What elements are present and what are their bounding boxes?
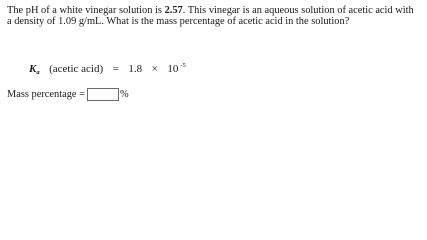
ka-times: ×	[151, 63, 158, 75]
ka-expression	[29, 63, 186, 77]
percent-unit: %	[120, 89, 129, 100]
mass-percentage-label: Mass percentage =	[7, 89, 85, 100]
ka-label: (acetic acid)	[49, 63, 104, 75]
ph-value: 2.57	[164, 5, 183, 16]
question-text-start: The pH of a white vinegar solution is	[7, 5, 165, 16]
ka-mantissa: 1.8	[128, 63, 143, 75]
ka-equals: =	[112, 63, 119, 75]
answer-row	[7, 88, 129, 101]
mass-percentage-input[interactable]	[87, 88, 119, 101]
ka-symbol: K	[29, 63, 37, 75]
ka-exponent: -5	[180, 62, 186, 69]
question-text	[7, 5, 419, 28]
question-text-end: . This vinegar is an aqueous solution of acetic acid with a density of 1.09 g/mL. What is the mass percentage of acetic acid in the solution?	[7, 5, 414, 28]
ka-subscript: a	[36, 69, 40, 76]
ka-base: 10	[167, 63, 179, 75]
